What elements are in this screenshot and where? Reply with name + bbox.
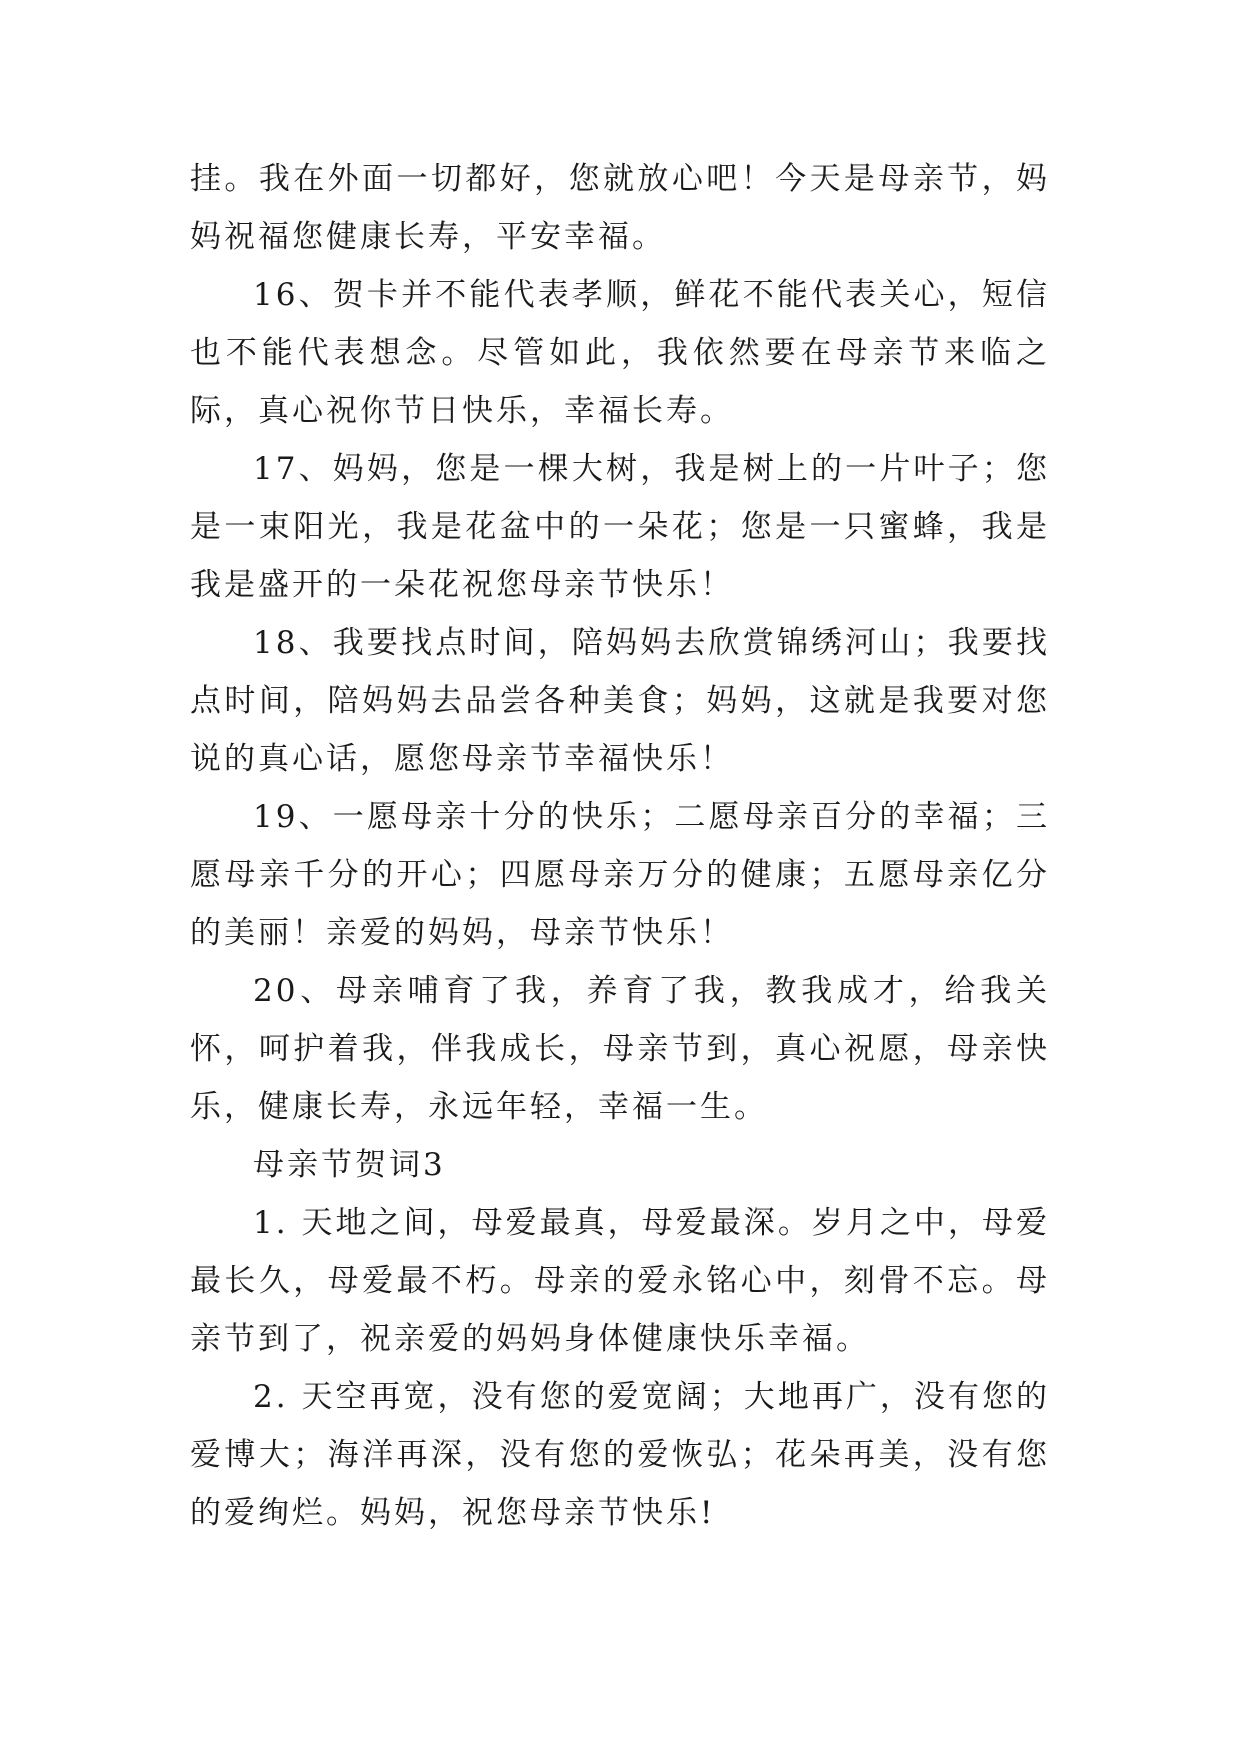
paragraph-item-16: 16、贺卡并不能代表孝顺，鲜花不能代表关心，短信也不能代表想念。尽管如此，我依然要在母亲节来临之际，真心祝你节日快乐，幸福长寿。 [190,277,1050,429]
paragraph-continuation: 挂。我在外面一切都好，您就放心吧！今天是母亲节，妈妈祝福您健康长寿，平安幸福。 [190,161,1050,255]
paragraph-item-20: 20、母亲哺育了我，养育了我，教我成才，给我关怀，呵护着我，伴我成长，母亲节到，真心祝愿，母亲快乐，健康长寿，永远年轻，幸福一生。 [190,973,1050,1125]
paragraph-item-18: 18、我要找点时间，陪妈妈去欣赏锦绣河山；我要找点时间，陪妈妈去品尝各种美食；妈妈，这就是我要对您说的真心话，愿您母亲节幸福快乐！ [190,625,1050,777]
paragraph-item-17: 17、妈妈，您是一棵大树，我是树上的一片叶子；您是一束阳光，我是花盆中的一朵花；您是一只蜜蜂，我是我是盛开的一朵花祝您母亲节快乐！ [190,451,1050,603]
paragraph-item-19: 19、一愿母亲十分的快乐；二愿母亲百分的幸福；三愿母亲千分的开心；四愿母亲万分的健康；五愿母亲亿分的美丽！亲爱的妈妈，母亲节快乐！ [190,799,1050,951]
paragraph-item-2: 2. 天空再宽，没有您的爱宽阔；大地再广，没有您的爱博大；海洋再深，没有您的爱恢弘；花朵再美，没有您的爱绚烂。妈妈，祝您母亲节快乐! [190,1379,1050,1531]
section-heading: 母亲节贺词3 [253,1147,446,1183]
paragraph-item-1: 1. 天地之间，母爱最真，母爱最深。岁月之中，母爱最长久，母爱最不朽。母亲的爱永铭心中，刻骨不忘。母亲节到了，祝亲爱的妈妈身体健康快乐幸福。 [190,1205,1050,1357]
document-page [190,150,1050,1542]
